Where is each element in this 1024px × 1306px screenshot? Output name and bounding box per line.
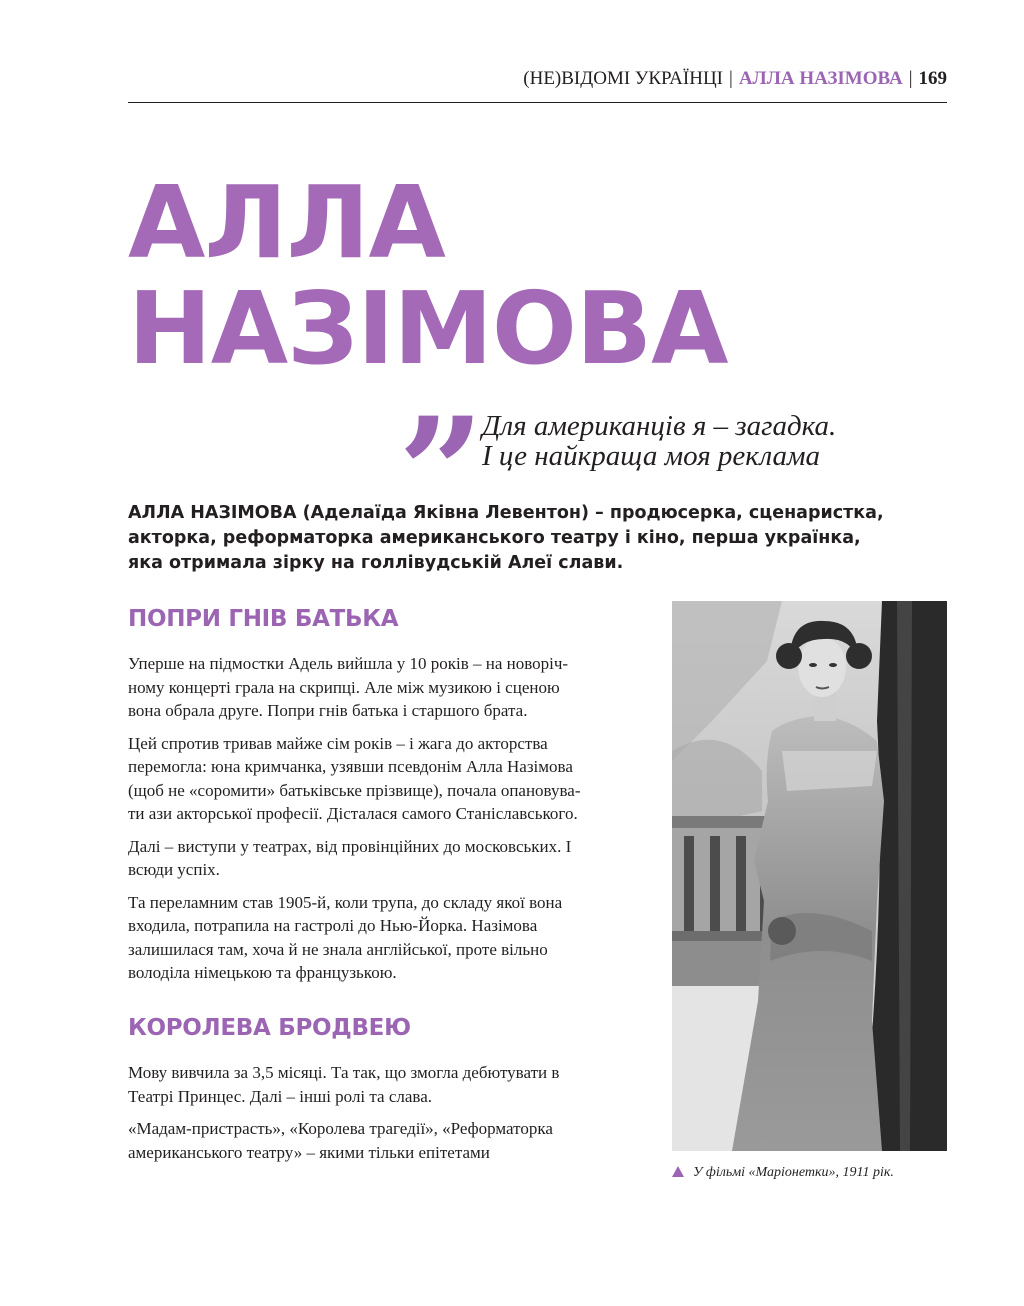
- header-separator: |: [729, 68, 733, 89]
- pull-quote: [482, 411, 836, 471]
- section-body: [128, 1061, 628, 1173]
- title-line: АЛЛА: [128, 164, 445, 281]
- text-line: володіла німецькою та французькою.: [128, 963, 397, 982]
- intro-lead: [128, 501, 928, 576]
- header-rule: [128, 102, 947, 103]
- caption-text: У фільмі «Маріонетки», 1911 рік.: [693, 1165, 894, 1180]
- intro-line: АЛЛА НАЗІМОВА (Аделаїда Яківна Левентон) – продюсерка, сценаристка,: [128, 503, 884, 523]
- text-line: Мову вивчила за 3,5 місяці. Та так, що змогла дебютувати в: [128, 1063, 560, 1082]
- paragraph: [128, 891, 628, 985]
- text-line: входила, потрапила на гастролі до Нью-Йорка. Назімова: [128, 916, 538, 935]
- photo-caption: [672, 1165, 894, 1181]
- text-line: всюди успіх.: [128, 860, 220, 879]
- paragraph: [128, 732, 628, 826]
- portrait-illustration: [672, 601, 947, 1151]
- text-line: залишилася там, хоча й не знала англійської, проте вільно: [128, 939, 548, 959]
- triangle-icon: [672, 1166, 684, 1177]
- paragraph: [128, 1061, 628, 1108]
- page-title: [128, 164, 728, 387]
- text-line: (щоб не «соромити» батьківське прізвище), почала опановува-: [128, 780, 581, 800]
- text-line: ти ази акторської професії. Дісталася самого Станіславського.: [128, 804, 578, 823]
- paragraph: [128, 835, 628, 882]
- paragraph: [128, 1117, 628, 1164]
- text-line: Далі – виступи у театрах, від провінційних до московських. І: [128, 836, 572, 856]
- text-line: Та переламним став 1905-й, коли трупа, до складу якої вона: [128, 892, 563, 912]
- running-header-section: (НЕ)ВІДОМІ УКРАЇНЦІ: [523, 68, 723, 89]
- quote-line: І це найкраща моя реклама: [482, 440, 820, 472]
- section-heading: ПОПРИ ГНІВ БАТЬКА: [128, 606, 399, 632]
- running-header: [523, 68, 947, 90]
- quote-mark-icon: ”: [398, 385, 485, 561]
- intro-line: акторка, реформаторка американського театру і кіно, перша українка,: [128, 528, 861, 548]
- text-line: перемогла: юна кримчанка, узявши псевдонім Алла Назімова: [128, 757, 573, 776]
- text-line: Уперше на підмостки Адель вийшла у 10 років – на новоріч-: [128, 654, 569, 673]
- intro-line: яка отримала зірку на голлівудській Алеї слави.: [128, 553, 624, 573]
- section-body: [128, 652, 628, 994]
- text-line: Театрі Принцес. Далі – інші ролі та слава.: [128, 1086, 433, 1106]
- text-line: ному концерті грала на скрипці. Але між музикою і сценою: [128, 677, 560, 697]
- text-line: вона обрала друге. Попри гнів батька і старшого брата.: [128, 701, 528, 720]
- text-line: «Мадам-пристрасть», «Королева трагедії», «Реформаторка: [128, 1119, 553, 1138]
- page-number: 169: [918, 68, 947, 89]
- portrait-photo: [672, 601, 947, 1151]
- text-line: Цей спротив тривав майже сім років – і жага до акторства: [128, 733, 548, 753]
- running-header-chapter: АЛЛА НАЗІМОВА: [738, 68, 903, 89]
- section-heading: КОРОЛЕВА БРОДВЕЮ: [128, 1015, 411, 1041]
- header-separator: |: [908, 68, 913, 89]
- quote-line: Для американців я – загадка.: [482, 410, 837, 442]
- title-line: НАЗІМОВА: [128, 270, 728, 387]
- text-line: американського театру» – якими тільки епітетами: [128, 1142, 490, 1162]
- paragraph: [128, 652, 628, 723]
